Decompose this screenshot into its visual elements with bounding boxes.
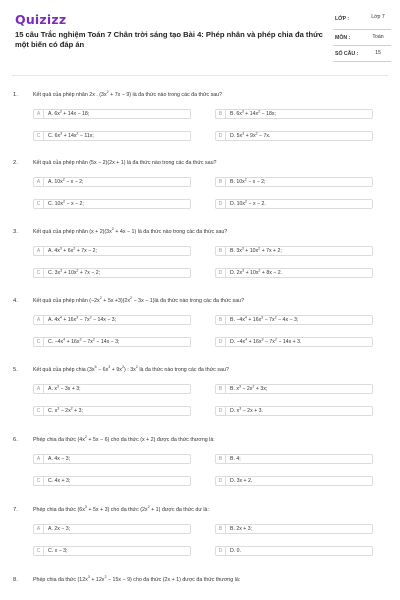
option-text: B. 2x + 3; bbox=[230, 526, 253, 532]
worksheet-header bbox=[0, 0, 400, 72]
option-text: C. $10x^2 - x - 2$; bbox=[48, 199, 84, 207]
option-letter: C bbox=[34, 269, 44, 278]
answer-option-a[interactable] bbox=[33, 454, 191, 464]
option-letter: B bbox=[216, 316, 226, 325]
answer-option-a[interactable] bbox=[33, 177, 191, 187]
info-label: SỐ CÂU : bbox=[335, 51, 359, 57]
answer-option-d[interactable] bbox=[215, 268, 373, 278]
answer-option-a[interactable] bbox=[33, 109, 191, 119]
option-letter: C bbox=[34, 407, 44, 416]
answer-option-d[interactable] bbox=[215, 337, 373, 347]
answer-option-b[interactable] bbox=[215, 246, 373, 256]
question-text: Phép chia đa thức $(6x^3 + 5x + 3)$ cho đa thức $(2x^2 + 1)$ được đa thức dư là: bbox=[33, 505, 209, 513]
option-letter: D bbox=[216, 547, 226, 556]
question-text: Phép chia đa thức $(12x^3 + 12x^2 - 15x - 9)$ cho đa thức (2x + 1) được đa thức thương là: bbox=[33, 575, 241, 583]
question-text: Kết quả của phép nhân $(-2x^2 + 5x +3)(2x^2 - 3x$ − 1)là đa thức nào trong các đa thức sau? bbox=[33, 296, 245, 304]
answer-option-b[interactable] bbox=[215, 384, 373, 394]
question-text: Kết quả của phép nhân (5x − 2)(2x + 1) là đa thức nào trong các đa thức sau? bbox=[33, 160, 217, 166]
question-text: Kết quả của phép chia $(3x^5 - 6x^3 + 9x^2)$ : $3x^2$ là đa thức nào trong các đa thức sau? bbox=[33, 365, 229, 373]
option-text: C. 4x + 3; bbox=[48, 478, 71, 484]
option-text: D. $x^3 - 2x + 3$. bbox=[230, 406, 263, 414]
option-letter: C bbox=[34, 200, 44, 209]
info-label: MÔN : bbox=[335, 35, 351, 41]
option-letter: B bbox=[216, 525, 226, 534]
option-text: B. 4; bbox=[230, 456, 241, 462]
option-text: D. $10x^2 - x - 2$. bbox=[230, 199, 266, 207]
answer-option-b[interactable] bbox=[215, 315, 373, 325]
option-letter: B bbox=[216, 385, 226, 394]
option-letter: A bbox=[34, 316, 44, 325]
option-text: C. $-4x^4 + 16x^3 - 7x^2 - 14x - 3$; bbox=[48, 337, 120, 345]
option-letter: B bbox=[216, 455, 226, 464]
answer-option-a[interactable] bbox=[33, 315, 191, 325]
option-letter: C bbox=[34, 132, 44, 141]
option-letter: A bbox=[34, 247, 44, 256]
option-text: A. $x^3 - 3x + 3$; bbox=[48, 384, 81, 392]
question-number: 6. bbox=[13, 437, 18, 443]
info-value: Toán bbox=[372, 34, 384, 40]
option-text: D. $5x^3 + 9x^2 - 7x$. bbox=[230, 131, 271, 139]
option-text: D. $-4x^4 + 16x^3 - 7x^2 - 14x + 3$. bbox=[230, 337, 302, 345]
option-text: B. $-4x^4 + 16x^3 - 7x^2 - 4x - 3$; bbox=[230, 315, 299, 323]
option-letter: D bbox=[216, 407, 226, 416]
answer-option-d[interactable] bbox=[215, 199, 373, 209]
option-text: A. 2x − 3; bbox=[48, 526, 71, 532]
info-row-class bbox=[333, 13, 391, 30]
option-text: C. $6x^3 + 14x^2 - 11x$; bbox=[48, 131, 94, 139]
quizizz-logo: Quizizz bbox=[15, 12, 67, 27]
option-text: A. $4x^3 + 6x^2 + 7x - 2$; bbox=[48, 246, 97, 254]
answer-option-c[interactable] bbox=[33, 199, 191, 209]
answer-option-a[interactable] bbox=[33, 246, 191, 256]
question-number: 8. bbox=[13, 577, 18, 583]
option-text: B. $6x^3 + 14x^2 - 18x$; bbox=[230, 109, 276, 117]
option-text: D. 0. bbox=[230, 548, 241, 554]
option-text: C. x − 3; bbox=[48, 548, 68, 554]
answer-option-b[interactable] bbox=[215, 524, 373, 534]
option-letter: B bbox=[216, 110, 226, 119]
option-text: A. $10x^2 - x - 2$; bbox=[48, 177, 84, 185]
option-letter: A bbox=[34, 178, 44, 187]
option-text: A. 4x − 3; bbox=[48, 456, 71, 462]
option-text: B. $x^3 - 2x^2 + 3x$; bbox=[230, 384, 268, 392]
question-number: 1. bbox=[13, 92, 18, 98]
info-value: 15 bbox=[375, 50, 381, 56]
option-letter: D bbox=[216, 132, 226, 141]
option-letter: D bbox=[216, 338, 226, 347]
question-text: Kết quả của phép nhân 2x . $(3x^2 + 7x - 9)$ là đa thức nào trong các đa thức sau? bbox=[33, 90, 223, 98]
answer-option-c[interactable] bbox=[33, 476, 191, 486]
option-letter: A bbox=[34, 385, 44, 394]
answer-option-c[interactable] bbox=[33, 546, 191, 556]
option-letter: D bbox=[216, 200, 226, 209]
option-letter: A bbox=[34, 525, 44, 534]
answer-option-d[interactable] bbox=[215, 546, 373, 556]
question-number: 2. bbox=[13, 160, 18, 166]
worksheet-info-panel bbox=[333, 13, 391, 62]
answer-option-d[interactable] bbox=[215, 406, 373, 416]
answer-option-c[interactable] bbox=[33, 268, 191, 278]
option-letter: A bbox=[34, 110, 44, 119]
answer-option-c[interactable] bbox=[33, 406, 191, 416]
answer-option-c[interactable] bbox=[33, 337, 191, 347]
option-text: D. 3x + 2. bbox=[230, 478, 253, 484]
answer-option-a[interactable] bbox=[33, 384, 191, 394]
option-letter: C bbox=[34, 338, 44, 347]
info-row-subject bbox=[333, 30, 391, 46]
option-letter: B bbox=[216, 178, 226, 187]
worksheet-title: 15 câu Trắc nghiệm Toán 7 Chân trời sáng tạo Bài 4: Phép nhân và phép chia đa thức một biến có đáp án bbox=[15, 30, 323, 49]
header-divider bbox=[12, 75, 388, 76]
option-text: B. $10x^2 - x - 2$; bbox=[230, 177, 266, 185]
option-text: D. $2x^3 + 10x^2 + 8x - 2$. bbox=[230, 268, 283, 276]
option-letter: D bbox=[216, 477, 226, 486]
question-text: Kết quả của phép nhân $(x + 2)(3x^2 + 4x - 1)$ là đa thức nào trong các đa thức sau? bbox=[33, 227, 228, 235]
option-letter: C bbox=[34, 547, 44, 556]
option-letter: A bbox=[34, 455, 44, 464]
answer-option-b[interactable] bbox=[215, 177, 373, 187]
option-text: A. $6x^2 + 14x - 18$; bbox=[48, 109, 90, 117]
answer-option-b[interactable] bbox=[215, 109, 373, 119]
info-value: Lớp 7 bbox=[371, 14, 385, 20]
answer-option-d[interactable] bbox=[215, 476, 373, 486]
question-number: 7. bbox=[13, 507, 18, 513]
option-letter: C bbox=[34, 477, 44, 486]
answer-option-d[interactable] bbox=[215, 131, 373, 141]
answer-option-b[interactable] bbox=[215, 454, 373, 464]
option-letter: B bbox=[216, 247, 226, 256]
info-label: LỚP : bbox=[335, 16, 350, 22]
question-number: 5. bbox=[13, 367, 18, 373]
option-text: B. $3x^3 + 10x^2 + 7x + 2$; bbox=[230, 246, 282, 254]
option-letter: D bbox=[216, 269, 226, 278]
answer-option-c[interactable] bbox=[33, 131, 191, 141]
question-number: 3. bbox=[13, 229, 18, 235]
question-number: 4. bbox=[13, 298, 18, 304]
option-text: A. $4x^4 + 16x^3 - 7x^2 - 14x - 3$; bbox=[48, 315, 117, 323]
question-text: Phép chia đa thức $(4x^2 + 5x - 6)$ cho đa thức (x + 2) được đa thức thương là: bbox=[33, 435, 215, 443]
option-text: C. $3x^3 + 10x^2 + 7x - 2$; bbox=[48, 268, 101, 276]
option-text: C. $x^3 - 2x^2 + 3$; bbox=[48, 406, 83, 414]
info-row-count bbox=[333, 46, 391, 62]
answer-option-a[interactable] bbox=[33, 524, 191, 534]
